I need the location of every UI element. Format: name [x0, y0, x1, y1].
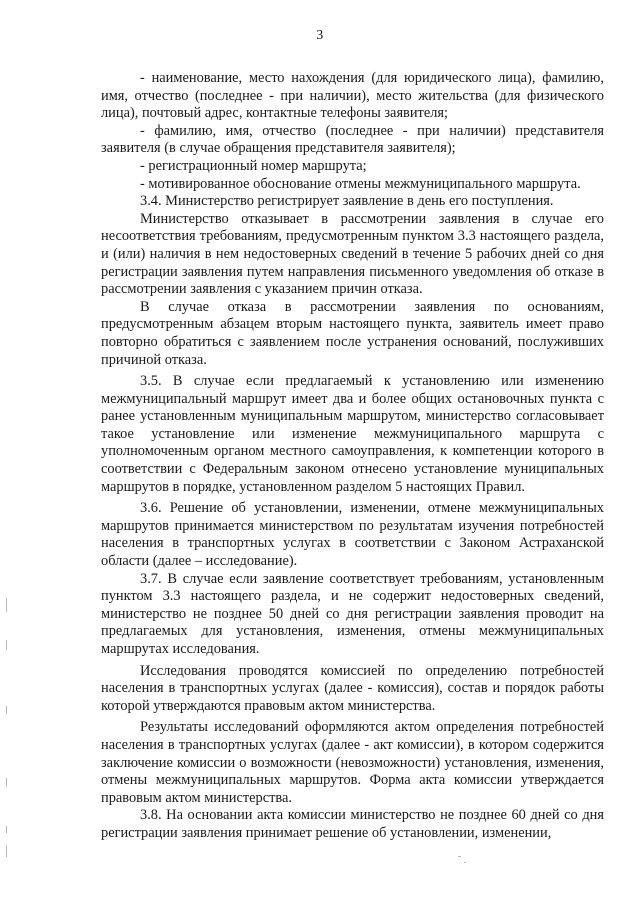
scan-artifact [6, 826, 7, 833]
list-item-cancellation-reason: - мотивированное обоснование отмены межмуниципального маршрута. [140, 175, 581, 192]
scan-artifact [6, 640, 7, 650]
scan-artifact [6, 706, 7, 714]
paragraph-repeat-application: В случае отказа в рассмотрении заявления по основаниям, предусмотренным абзацем вторым настоящего пункта, заявитель имеет право повторно обратиться с заявлением после устранения оснований, послуживших причиной отказа. [101, 298, 604, 368]
scan-artifact [6, 778, 7, 787]
page-number: 3 [316, 28, 324, 43]
paragraph-commission: Исследования проводятся комиссией по определению потребностей населения в транспортных услугах (далее - комиссия), состав и порядок работы которой утверждаются правовым актом министерства. [101, 662, 604, 714]
paragraph-commission-act: Результаты исследований оформляются актом определения потребностей населения в транспортных услугах (далее - акт комиссии), в котором содержится заключение комиссии о возможности (невозможности) установления, изменения, отмены межмуниципальных маршрутов. Форма акта комиссии утверждается правовым актом министерства. [101, 719, 604, 806]
scan-artifact [6, 598, 7, 612]
clause-3-6: 3.6. Решение об установлении, изменении, отмене межмуниципальных маршрутов принимается министерством по результатам изучения потребностей населения в транспортных услугах в соответствии с Законом Астраханской области (далее – исследование). [101, 500, 604, 570]
document-body [101, 70, 604, 843]
list-item-representative-name: - фамилию, имя, отчество (последнее - при наличии) представителя заявителя (в случае обращения представителя заявителя); [101, 122, 604, 157]
scan-artifact [464, 862, 466, 863]
clause-3-7: 3.7. В случае если заявление соответствует требованиям, установленным пунктом 3.3 настоящего раздела, и не содержит недостоверных сведений, министерство не позднее 50 дней со дня регистрации заявления проводит на предлагаемых для установления, изменения, отмены межмуниципальных маршрутах исследования. [101, 570, 604, 657]
clause-3-5: 3.5. В случае если предлагаемый к установлению или изменению межмуниципальный маршрут имеет два и более общих остановочных пункта с ранее установленным муниципальным маршрутом, министерство согласовывает такое установление или изменение межмуниципального маршрута с уполномоченным органом местного самоуправления, к компетенции которого в соответствии с Федеральным законом отнесено установление муниципальных маршрутов в порядке, установленном разделом 5 настоящих Правил. [101, 373, 604, 495]
list-item-applicant-details: - наименование, место нахождения (для юридического лица), фамилию, имя, отчество (последнее - при наличии), место жительства (для физического лица), почтовый адрес, контактные телефоны заявителя; [101, 70, 604, 122]
scan-artifact [6, 845, 7, 857]
paragraph-refusal-grounds: Министерство отказывает в рассмотрении заявления в случае его несоответствия требованиям, предусмотренным пунктом 3.3 настоящего раздела, и (или) наличия в нем недостоверных сведений в течение 5 рабочих дней со дня регистрации заявления путем направления письменного уведомления об отказе в рассмотрении заявления с указанием причин отказа. [101, 210, 604, 298]
clause-3-8: 3.8. На основании акта комиссии министерство не позднее 60 дней со дня регистрации заявления принимает решение об установлении, изменении, [101, 807, 604, 841]
scan-artifact [458, 856, 461, 857]
clause-3-4: 3.4. Министерство регистрирует заявление в день его поступления. [140, 193, 554, 210]
list-item-route-number: - регистрационный номер маршрута; [140, 157, 367, 174]
